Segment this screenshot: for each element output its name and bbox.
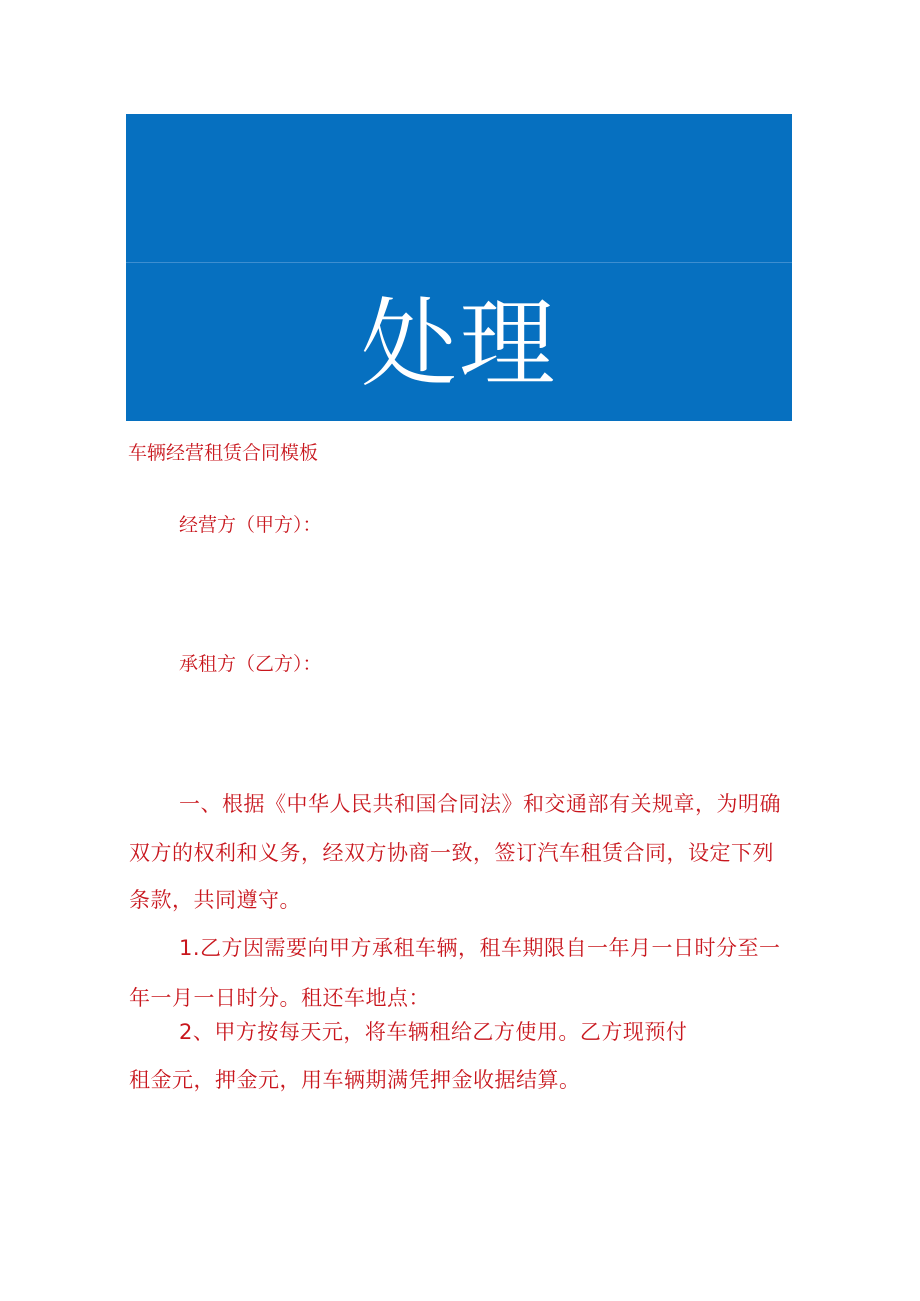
party-b-label: 承租方（乙方）： bbox=[179, 653, 322, 675]
item-2-line-1: 2、甲方按每天元，将车辆租给乙方使用。乙方现预付 bbox=[179, 1020, 688, 1044]
title-banner bbox=[126, 5, 792, 421]
document-title: 车辆经营租赁合同模板 bbox=[128, 442, 319, 464]
clause-1-line-1: 一、根据《中华人民共和国合同法》和交通部有关规章，为明确 bbox=[179, 792, 781, 816]
item-1-line-1: 1.乙方因需要向甲方承租车辆，租车期限自一年月一日时分至一 bbox=[179, 936, 781, 960]
clause-1-line-3: 条款，共同遵守。 bbox=[129, 888, 301, 912]
clause-1-line-2: 双方的权利和义务，经双方协商一致，签订汽车租赁合同，设定下列 bbox=[129, 841, 774, 865]
item-1-line-2: 年一月一日时分。租还车地点： bbox=[129, 986, 430, 1010]
party-a-label: 经营方（甲方）： bbox=[179, 514, 322, 536]
banner-title-line-1: 账务 bbox=[361, 5, 557, 117]
banner-title-line-2: 处理 bbox=[361, 288, 557, 400]
item-2-line-2: 租金元，押金元，用车辆期满凭押金收据结算。 bbox=[129, 1068, 581, 1092]
banner-divider bbox=[126, 262, 792, 263]
